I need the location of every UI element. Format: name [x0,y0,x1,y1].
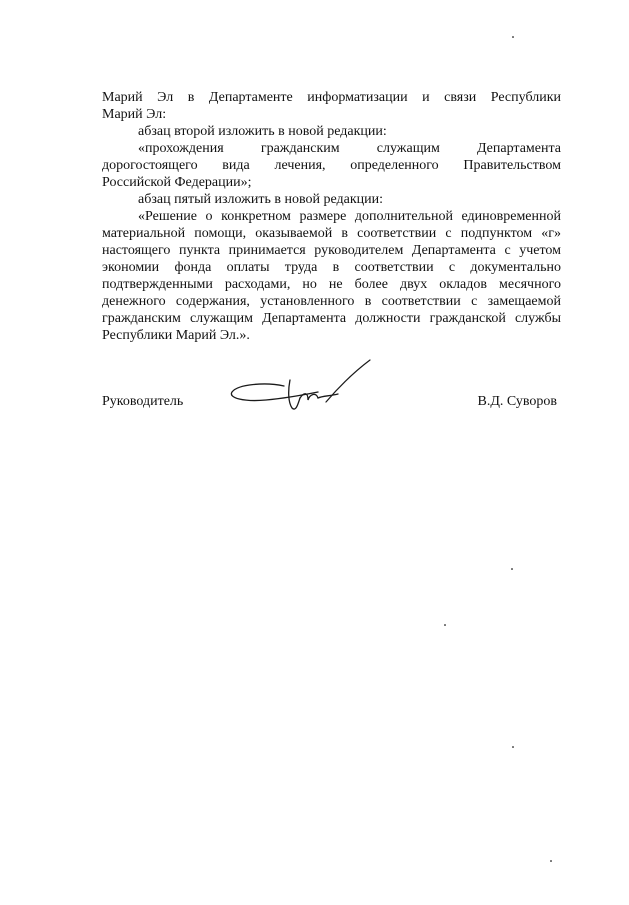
signatory-name: В.Д. Суворов [477,394,557,409]
text-line: экономии фонда оплаты труда в соответствии с документально [102,260,561,275]
scan-speck [512,746,514,748]
handwritten-signature [226,358,376,418]
scan-speck [512,36,514,38]
text-line: «Решение о конкретном размере дополнительной единовременной [138,209,561,224]
text-line: Марий Эл: [102,107,167,122]
document-body [102,89,561,344]
text-line: настоящего пункта принимается руководителем Департамента с учетом [102,243,561,258]
text-line: Марий Эл в Департаменте информатизации и связи Республики [102,90,561,105]
text-line: абзац второй изложить в новой редакции: [138,124,387,139]
text-line: Республики Марий Эл.». [102,328,250,343]
text-line: гражданским служащим Департамента должности гражданской службы [102,311,561,326]
text-line: «прохождения гражданским служащим Департамента [138,141,561,156]
text-line: подтвержденными расходами, но не более двух окладов месячного [102,277,561,292]
scan-speck [444,624,446,626]
text-line: денежного содержания, установленного в соответствии с замещаемой [102,294,561,309]
scan-speck [550,860,552,862]
text-line: Российской Федерации»; [102,175,252,190]
scan-speck [511,568,513,570]
text-line: материальной помощи, оказываемой в соответствии с подпунктом «г» [102,226,561,241]
signatory-role: Руководитель [102,394,184,409]
text-line: дорогостоящего вида лечения, определенного Правительством [102,158,561,173]
text-line: абзац пятый изложить в новой редакции: [138,192,383,207]
